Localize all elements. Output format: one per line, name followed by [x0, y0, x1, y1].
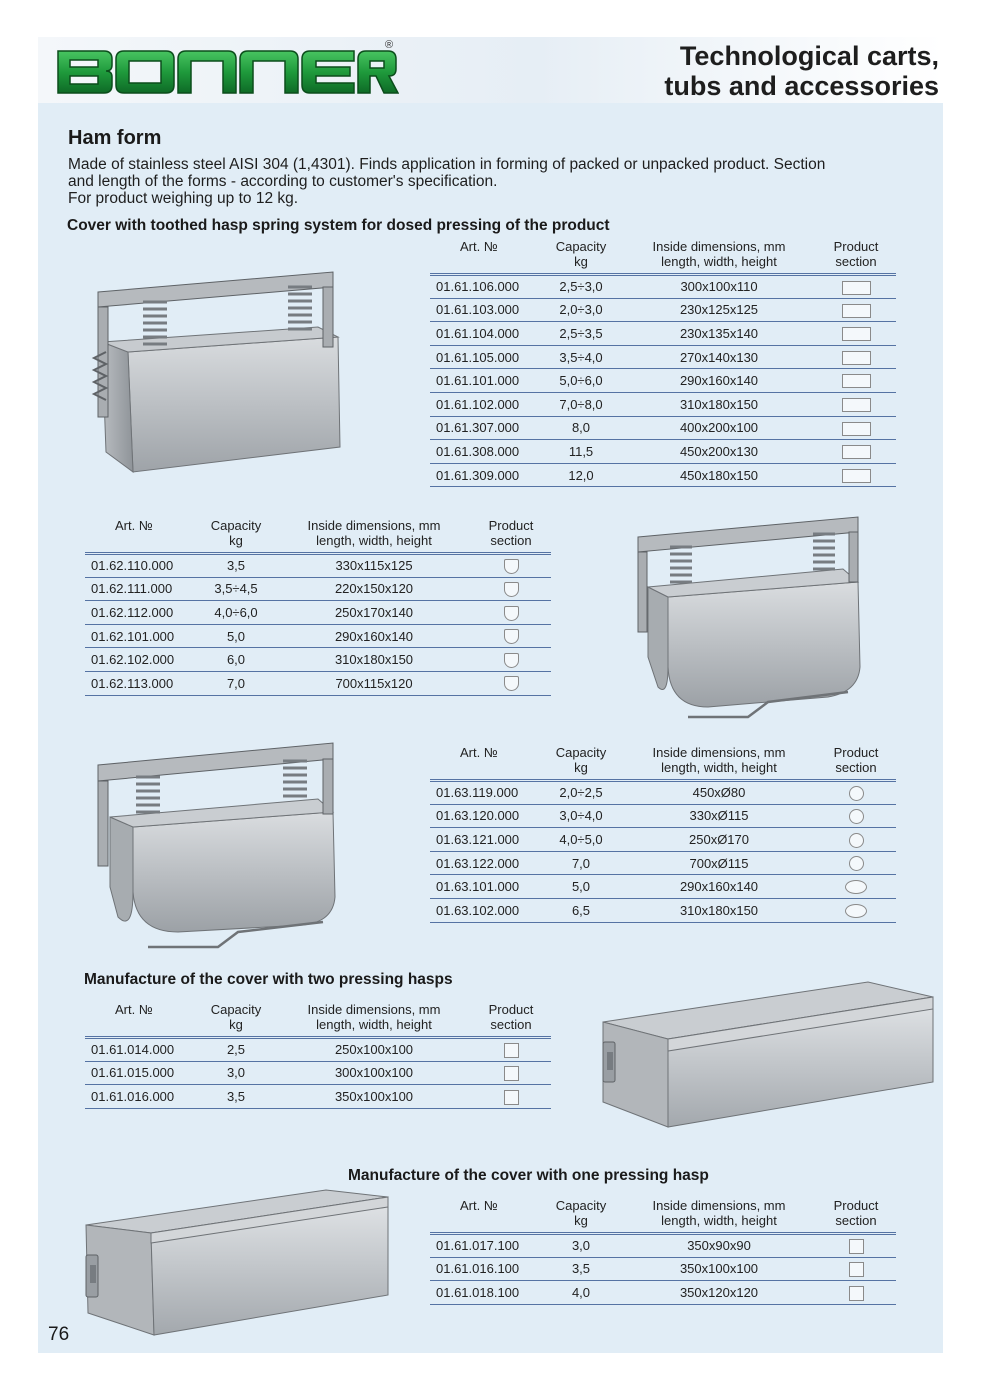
- section-title-spring-cover: Cover with toothed hasp spring system for dosed pressing of the product: [67, 217, 610, 234]
- intro-paragraph: [68, 156, 928, 207]
- section-cell: [816, 463, 896, 487]
- capacity-cell: 5,0÷6,0: [540, 369, 622, 393]
- dimensions-cell: 230x125x125: [622, 298, 816, 322]
- dimensions-cell: 310x180x150: [622, 898, 816, 922]
- page-title: Ham form: [68, 127, 162, 149]
- capacity-cell: 4,0÷5,0: [540, 828, 622, 852]
- art-number-cell: 01.61.016.000: [85, 1085, 195, 1109]
- table-row: [430, 275, 896, 299]
- spec-table-round: [430, 745, 896, 923]
- table-row: [430, 440, 896, 464]
- square-section-icon: [504, 1066, 519, 1081]
- intro-line: Made of stainless steel AISI 304 (1,4301). Finds application in forming of packed or unpacked product. Section: [68, 156, 826, 173]
- dimensions-cell: 300x100x100: [277, 1061, 471, 1085]
- art-number-cell: 01.61.101.000: [430, 369, 540, 393]
- col-art: Art. №: [85, 518, 195, 554]
- dimensions-cell: 450x200x130: [622, 440, 816, 464]
- spec-table-u: [85, 518, 551, 696]
- rectangle-section-icon: [842, 351, 871, 365]
- art-number-cell: 01.62.101.000: [85, 624, 195, 648]
- ham-form-u-image: [628, 507, 878, 722]
- dimensions-cell: 450xØ80: [622, 781, 816, 805]
- art-number-cell: 01.62.112.000: [85, 601, 195, 625]
- square-section-icon: [504, 1090, 519, 1105]
- spec-table-one-hasp: [430, 1198, 896, 1305]
- oval-section-icon: [845, 880, 867, 894]
- circle-section-icon: [849, 809, 864, 824]
- capacity-cell: 2,0÷2,5: [540, 781, 622, 805]
- square-section-icon: [849, 1286, 864, 1301]
- header-title-line1: Technological carts,: [679, 41, 939, 71]
- page-number: 76: [48, 1324, 70, 1345]
- col-capacity: Capacity kg: [540, 239, 622, 275]
- u-shape-section-icon: [504, 559, 519, 574]
- capacity-cell: 8,0: [540, 416, 622, 440]
- capacity-cell: 3,0: [195, 1061, 277, 1085]
- table-row: [430, 416, 896, 440]
- u-shape-section-icon: [504, 606, 519, 621]
- u-shape-section-icon: [504, 676, 519, 691]
- capacity-cell: 4,0÷6,0: [195, 601, 277, 625]
- dimensions-cell: 270x140x130: [622, 345, 816, 369]
- table-row: [430, 804, 896, 828]
- dimensions-cell: 310x180x150: [277, 648, 471, 672]
- table-row: [85, 577, 551, 601]
- art-number-cell: 01.61.308.000: [430, 440, 540, 464]
- dimensions-cell: 700xØ115: [622, 851, 816, 875]
- capacity-cell: 12,0: [540, 463, 622, 487]
- table-row: [430, 1281, 896, 1305]
- col-art: Art. №: [430, 1198, 540, 1234]
- dimensions-cell: 230x135x140: [622, 322, 816, 346]
- art-number-cell: 01.62.113.000: [85, 671, 195, 695]
- art-number-cell: 01.61.017.100: [430, 1234, 540, 1258]
- art-number-cell: 01.61.018.100: [430, 1281, 540, 1305]
- section-cell: [816, 781, 896, 805]
- section-cell: [816, 804, 896, 828]
- section-title-one-hasp: Manufacture of the cover with one pressing hasp: [348, 1167, 709, 1184]
- capacity-cell: 6,0: [195, 648, 277, 672]
- table-row: [430, 851, 896, 875]
- capacity-cell: 7,0÷8,0: [540, 392, 622, 416]
- col-art: Art. №: [430, 239, 540, 275]
- rectangle-section-icon: [842, 398, 871, 412]
- section-cell: [471, 624, 551, 648]
- section-cell: [816, 875, 896, 899]
- section-cell: [816, 298, 896, 322]
- col-dimensions: Inside dimensions, mm length, width, height: [622, 239, 816, 275]
- capacity-cell: 3,5: [195, 554, 277, 578]
- col-dimensions: Inside dimensions, mm length, width, height: [622, 1198, 816, 1234]
- dimensions-cell: 290x160x140: [277, 624, 471, 648]
- section-cell: [816, 416, 896, 440]
- capacity-cell: 3,5÷4,5: [195, 577, 277, 601]
- table-row: [85, 648, 551, 672]
- section-cell: [471, 671, 551, 695]
- section-cell: [816, 1281, 896, 1305]
- rectangle-section-icon: [842, 304, 871, 318]
- dimensions-cell: 700x115x120: [277, 671, 471, 695]
- circle-section-icon: [849, 856, 864, 871]
- section-cell: [471, 1061, 551, 1085]
- ham-form-one-hasp-image: [76, 1185, 396, 1340]
- dimensions-cell: 350x120x120: [622, 1281, 816, 1305]
- capacity-cell: 3,0: [540, 1234, 622, 1258]
- header-title-line2: tubs and accessories: [664, 71, 939, 101]
- capacity-cell: 7,0: [540, 851, 622, 875]
- capacity-cell: 3,0÷4,0: [540, 804, 622, 828]
- col-capacity: Capacity kg: [195, 1002, 277, 1038]
- circle-section-icon: [849, 786, 864, 801]
- table-row: [430, 392, 896, 416]
- rectangle-section-icon: [842, 281, 871, 295]
- spec-table-two-hasps: [85, 1002, 551, 1109]
- table-header-row: [430, 239, 896, 275]
- col-dimensions: Inside dimensions, mm length, width, height: [277, 518, 471, 554]
- square-section-icon: [849, 1262, 864, 1277]
- dimensions-cell: 400x200x100: [622, 416, 816, 440]
- art-number-cell: 01.61.309.000: [430, 463, 540, 487]
- art-number-cell: 01.61.102.000: [430, 392, 540, 416]
- section-cell: [816, 898, 896, 922]
- art-number-cell: 01.61.103.000: [430, 298, 540, 322]
- intro-line: and length of the forms - according to customer's specification.: [68, 173, 498, 190]
- col-section: Product section: [471, 518, 551, 554]
- table-header-row: [85, 518, 551, 554]
- circle-section-icon: [849, 833, 864, 848]
- art-number-cell: 01.63.119.000: [430, 781, 540, 805]
- section-cell: [471, 554, 551, 578]
- section-cell: [816, 1234, 896, 1258]
- capacity-cell: 5,0: [540, 875, 622, 899]
- art-number-cell: 01.63.120.000: [430, 804, 540, 828]
- capacity-cell: 2,5÷3,5: [540, 322, 622, 346]
- section-cell: [816, 275, 896, 299]
- table-row: [85, 554, 551, 578]
- square-section-icon: [504, 1043, 519, 1058]
- table-row: [430, 1234, 896, 1258]
- dimensions-cell: 330x115x125: [277, 554, 471, 578]
- dimensions-cell: 350x90x90: [622, 1234, 816, 1258]
- catalog-page: [38, 37, 943, 1353]
- intro-line: For product weighing up to 12 kg.: [68, 190, 299, 207]
- col-capacity: Capacity kg: [540, 745, 622, 781]
- table-header-row: [430, 745, 896, 781]
- col-dimensions: Inside dimensions, mm length, width, height: [622, 745, 816, 781]
- table-row: [85, 1038, 551, 1062]
- col-art: Art. №: [430, 745, 540, 781]
- rectangle-section-icon: [842, 374, 871, 388]
- section-cell: [816, 1257, 896, 1281]
- col-dimensions: Inside dimensions, mm length, width, height: [277, 1002, 471, 1038]
- col-section: Product section: [816, 239, 896, 275]
- dimensions-cell: 350x100x100: [622, 1257, 816, 1281]
- table-row: [430, 369, 896, 393]
- table-row: [430, 345, 896, 369]
- capacity-cell: 3,5: [540, 1257, 622, 1281]
- art-number-cell: 01.61.015.000: [85, 1061, 195, 1085]
- section-cell: [471, 577, 551, 601]
- dimensions-cell: 330xØ115: [622, 804, 816, 828]
- art-number-cell: 01.63.121.000: [430, 828, 540, 852]
- square-section-icon: [849, 1239, 864, 1254]
- dimensions-cell: 310x180x150: [622, 392, 816, 416]
- capacity-cell: 2,5÷3,0: [540, 275, 622, 299]
- table-row: [430, 322, 896, 346]
- art-number-cell: 01.61.014.000: [85, 1038, 195, 1062]
- ham-form-two-hasps-image: [593, 977, 938, 1137]
- section-cell: [816, 828, 896, 852]
- table-row: [430, 1257, 896, 1281]
- u-shape-section-icon: [504, 582, 519, 597]
- dimensions-cell: 350x100x100: [277, 1085, 471, 1109]
- ham-form-round-image: [88, 727, 358, 952]
- dimensions-cell: 250x170x140: [277, 601, 471, 625]
- table-row: [85, 624, 551, 648]
- art-number-cell: 01.62.110.000: [85, 554, 195, 578]
- col-capacity: Capacity kg: [195, 518, 277, 554]
- section-cell: [816, 392, 896, 416]
- rectangle-section-icon: [842, 445, 871, 459]
- section-cell: [816, 369, 896, 393]
- table-header-row: [85, 1002, 551, 1038]
- art-number-cell: 01.62.111.000: [85, 577, 195, 601]
- dimensions-cell: 250x100x100: [277, 1038, 471, 1062]
- col-section: Product section: [816, 1198, 896, 1234]
- table-row: [85, 1061, 551, 1085]
- section-cell: [816, 345, 896, 369]
- art-number-cell: 01.61.105.000: [430, 345, 540, 369]
- capacity-cell: 3,5: [195, 1085, 277, 1109]
- capacity-cell: 2,0÷3,0: [540, 298, 622, 322]
- col-capacity: Capacity kg: [540, 1198, 622, 1234]
- col-section: Product section: [471, 1002, 551, 1038]
- art-number-cell: 01.61.104.000: [430, 322, 540, 346]
- u-shape-section-icon: [504, 653, 519, 668]
- table-row: [430, 781, 896, 805]
- bonner-logo: [54, 43, 399, 99]
- art-number-cell: 01.61.307.000: [430, 416, 540, 440]
- art-number-cell: 01.63.101.000: [430, 875, 540, 899]
- table-row: [85, 671, 551, 695]
- section-cell: [816, 322, 896, 346]
- dimensions-cell: 250xØ170: [622, 828, 816, 852]
- art-number-cell: 01.61.106.000: [430, 275, 540, 299]
- table-header-row: [430, 1198, 896, 1234]
- capacity-cell: 7,0: [195, 671, 277, 695]
- section-cell: [471, 1038, 551, 1062]
- section-cell: [816, 440, 896, 464]
- dimensions-cell: 300x100x110: [622, 275, 816, 299]
- table-row: [85, 1085, 551, 1109]
- ham-form-rect-image: [88, 257, 358, 487]
- dimensions-cell: 290x160x140: [622, 875, 816, 899]
- section-cell: [471, 601, 551, 625]
- art-number-cell: 01.61.016.100: [430, 1257, 540, 1281]
- spec-table-rect: [430, 239, 896, 487]
- section-title-two-hasps: Manufacture of the cover with two pressing hasps: [84, 971, 453, 988]
- dimensions-cell: 450x180x150: [622, 463, 816, 487]
- table-row: [430, 898, 896, 922]
- art-number-cell: 01.63.102.000: [430, 898, 540, 922]
- dimensions-cell: 290x160x140: [622, 369, 816, 393]
- oval-section-icon: [845, 904, 867, 918]
- art-number-cell: 01.63.122.000: [430, 851, 540, 875]
- u-shape-section-icon: [504, 629, 519, 644]
- capacity-cell: 4,0: [540, 1281, 622, 1305]
- capacity-cell: 5,0: [195, 624, 277, 648]
- dimensions-cell: 220x150x120: [277, 577, 471, 601]
- capacity-cell: 11,5: [540, 440, 622, 464]
- table-row: [85, 601, 551, 625]
- section-cell: [471, 648, 551, 672]
- capacity-cell: 6,5: [540, 898, 622, 922]
- capacity-cell: 2,5: [195, 1038, 277, 1062]
- table-row: [430, 463, 896, 487]
- table-row: [430, 875, 896, 899]
- capacity-cell: 3,5÷4,0: [540, 345, 622, 369]
- page-header-title: [664, 41, 939, 101]
- section-cell: [816, 851, 896, 875]
- col-section: Product section: [816, 745, 896, 781]
- rectangle-section-icon: [842, 327, 871, 341]
- table-row: [430, 298, 896, 322]
- col-art: Art. №: [85, 1002, 195, 1038]
- rectangle-section-icon: [842, 422, 871, 436]
- art-number-cell: 01.62.102.000: [85, 648, 195, 672]
- page-header: [38, 37, 943, 103]
- section-cell: [471, 1085, 551, 1109]
- registered-mark: ®: [385, 39, 394, 51]
- rectangle-section-icon: [842, 469, 871, 483]
- table-row: [430, 828, 896, 852]
